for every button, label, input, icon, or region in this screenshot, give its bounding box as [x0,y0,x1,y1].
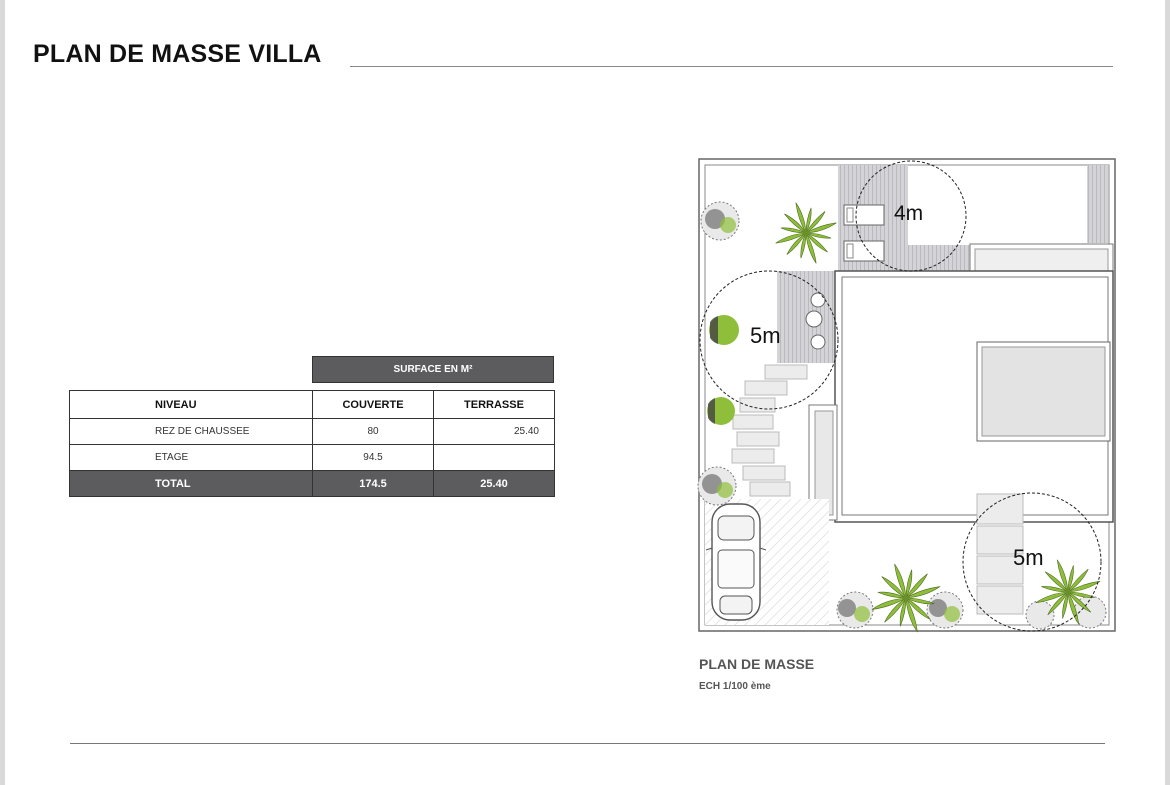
cell-niveau: ETAGE [70,445,313,471]
cell-total-terrasse: 25.40 [434,471,555,497]
shrub-cluster [701,202,739,240]
plan-scale: ECH 1/100 ème [699,681,771,692]
shrub-cluster [698,467,736,505]
cell-couverte: 80 [313,419,434,445]
pool-coping [975,249,1108,271]
patio-chair [811,335,825,349]
terrace-strip [905,245,970,271]
cell-total-label: TOTAL [70,471,313,497]
plan-caption: PLAN DE MASSE [699,656,815,672]
radius-label: 4m [894,202,924,225]
cell-total-couverte: 174.5 [313,471,434,497]
column-header-couverte: COUVERTE [313,391,434,419]
surface-group-header: SURFACE EN M² [312,356,554,383]
column-header-terrasse: TERRASSE [434,391,555,419]
car [706,504,766,620]
patio-chair [811,293,825,307]
cell-niveau: REZ DE CHAUSSEE [70,419,313,445]
column-header-niveau: NIVEAU [70,391,313,419]
round-bush [709,315,739,345]
patio-table [806,311,822,327]
cell-couverte: 94.5 [313,445,434,471]
radius-label: 5m [1013,545,1044,570]
page-title: PLAN DE MASSE VILLA [33,40,322,68]
roof-block-inner [982,347,1105,436]
terrace-right-strip [1087,165,1109,243]
radius-label: 5m [750,323,781,348]
cell-terrasse: 25.40 [434,419,555,445]
round-bush [707,397,735,425]
